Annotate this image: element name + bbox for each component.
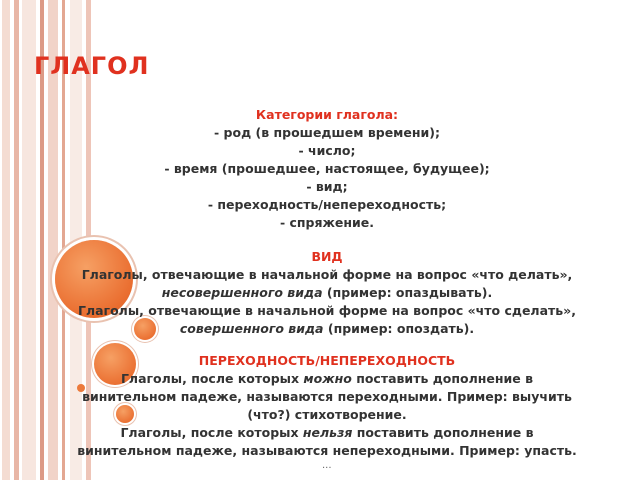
category-item: - вид; [306,179,348,194]
text-fragment: Глаголы, после которых [120,371,304,386]
vid-text: Глаголы, отвечающие в начальной форме на вопрос «что делать», [81,267,573,282]
vid-text [22,284,632,302]
text-fragment: Глаголы, после которых [120,425,303,440]
perehod-term: нельзя [302,425,353,440]
category-item: - переходность/непереходность; [207,197,447,212]
category-item: - время (прошедшее, настоящее, будущее); [164,161,490,176]
categories-heading: Категории глагола: [255,107,399,122]
category-item: - спряжение. [279,215,375,230]
vid-heading: ВИД [311,249,343,264]
perehod-heading: ПЕРЕХОДНОСТЬ/НЕПЕРЕХОДНОСТЬ [198,353,456,368]
perehod-text: винительном падеже, называются переходными. Пример: выучить [82,389,572,404]
perehod-text: (что?) стихотворение. [247,407,407,422]
category-item: - род (в прошедшем времени); [214,125,440,140]
stripe [2,0,10,480]
perehod-text [22,370,632,388]
slide-title: ГЛАГОЛ [34,52,150,80]
footer-dots: ... [322,460,332,471]
vid-term: совершенного вида [179,321,324,336]
vid-example: (пример: опаздывать). [322,285,493,300]
vid-term: несовершенного вида [161,285,323,300]
stripe [14,0,19,480]
vid-example: (пример: опоздать). [323,321,475,336]
text-fragment: поставить дополнение в [352,425,534,440]
perehod-text: винительном падеже, называются непереходными. Пример: упасть. [77,443,577,458]
perehod-text [22,424,632,442]
vid-text [22,320,632,338]
category-item: - число; [298,143,356,158]
text-fragment: поставить дополнение в [351,371,534,386]
perehod-term: можно [303,371,352,386]
vid-text: Глаголы, отвечающие в начальной форме на вопрос «что сделать», [78,303,576,318]
